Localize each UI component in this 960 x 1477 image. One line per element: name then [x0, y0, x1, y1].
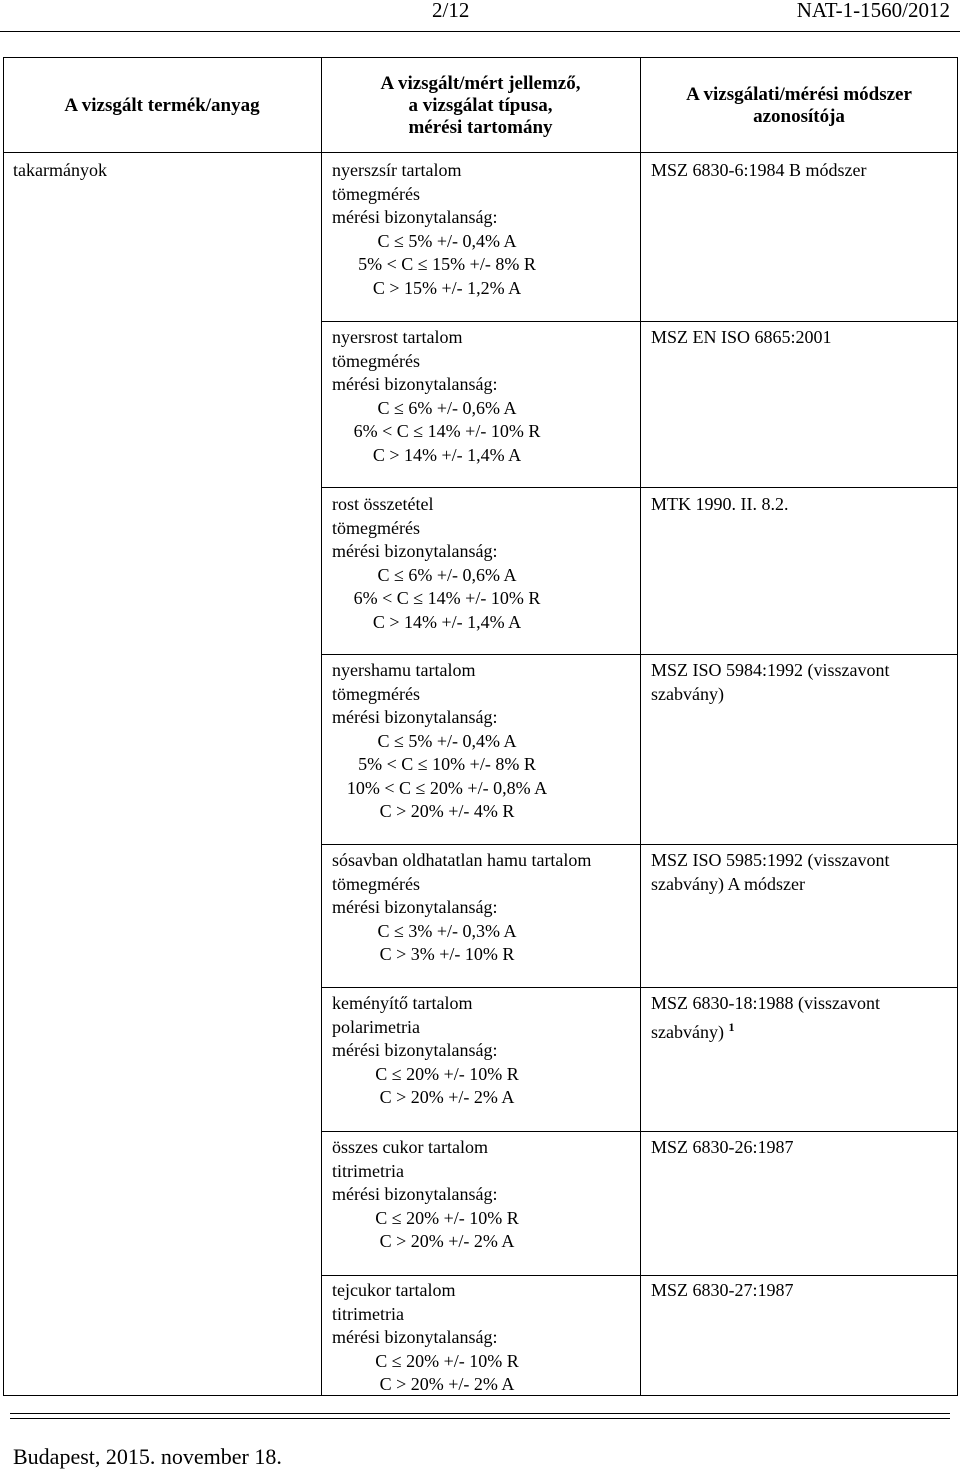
test-type: titrimetria	[332, 1303, 404, 1324]
characteristic-name: tejcukor tartalom	[332, 1280, 456, 1300]
method-cell	[651, 1136, 941, 1160]
method-cell	[651, 326, 941, 350]
uncertainty-range: C > 20% +/- 2% A	[379, 1231, 515, 1251]
table-row	[332, 849, 632, 967]
uncertainty-range: 10% < C ≤ 20% +/- 0,8% A	[346, 777, 548, 798]
method-cell	[651, 849, 941, 896]
row-divider	[321, 1275, 958, 1276]
method-cell	[651, 1279, 941, 1303]
column-divider	[640, 57, 641, 1396]
method-cell	[651, 659, 941, 706]
column-header-method: A vizsgálati/mérési módszer azonosítója	[686, 84, 912, 127]
table-row	[332, 992, 632, 1110]
table-row	[332, 1279, 632, 1397]
uncertainty-range: C ≤ 6% +/- 0,6% A	[377, 564, 517, 585]
row-divider	[321, 1131, 958, 1132]
uncertainty-label: mérési bizonytalanság:	[332, 1040, 498, 1060]
footer-rule	[10, 1418, 950, 1419]
document-id: NAT-1-1560/2012	[796, 0, 950, 22]
uncertainty-range: C ≤ 6% +/- 0,6% A	[377, 397, 517, 418]
column-divider	[321, 57, 322, 1396]
method-id: MTK 1990. II. 8.2.	[651, 494, 789, 514]
method-id: MSZ ISO 5985:1992 (visszavont szabvány) A módszer	[651, 850, 890, 894]
table-row	[332, 493, 632, 634]
uncertainty-range: 5% < C ≤ 10% +/- 8% R	[358, 754, 536, 774]
method-id: MSZ 6830-6:1984 B módszer	[651, 160, 867, 180]
footnote-marker: 1	[728, 1019, 735, 1034]
uncertainty-label: mérési bizonytalanság:	[332, 897, 498, 917]
method-cell	[651, 159, 941, 183]
uncertainty-range: 6% < C ≤ 14% +/- 10% R	[353, 588, 541, 608]
uncertainty-range: C > 3% +/- 10% R	[379, 944, 515, 964]
uncertainty-label: mérési bizonytalanság:	[332, 541, 498, 561]
table-row	[332, 326, 632, 467]
characteristic-name: sósavban oldhatatlan hamu tartalom	[332, 850, 592, 870]
characteristic-name: rost összetétel	[332, 494, 434, 514]
uncertainty-range: C > 14% +/- 1,4% A	[372, 611, 522, 632]
method-id: MSZ 6830-26:1987	[651, 1137, 794, 1157]
method-cell	[651, 992, 941, 1044]
method-id: MSZ 6830-27:1987	[651, 1280, 794, 1300]
uncertainty-range: C ≤ 5% +/- 0,4% A	[377, 230, 517, 251]
footer-rule	[10, 1413, 950, 1414]
uncertainty-label: mérési bizonytalanság:	[332, 1327, 498, 1347]
uncertainty-range: C ≤ 3% +/- 0,3% A	[377, 920, 517, 941]
uncertainty-range: C > 14% +/- 1,4% A	[372, 444, 522, 465]
header-rule	[0, 31, 960, 32]
uncertainty-range: 5% < C ≤ 15% +/- 8% R	[358, 254, 536, 274]
row-divider	[321, 321, 958, 322]
characteristic-name: nyershamu tartalom	[332, 660, 476, 680]
characteristic-name: keményítő tartalom	[332, 993, 473, 1013]
row-divider	[321, 844, 958, 845]
uncertainty-range: C > 20% +/- 2% A	[379, 1087, 515, 1107]
characteristic-name: nyersrost tartalom	[332, 327, 463, 347]
uncertainty-range: C ≤ 20% +/- 10% R	[375, 1063, 519, 1084]
page-header	[0, 0, 960, 28]
uncertainty-label: mérési bizonytalanság:	[332, 374, 498, 394]
column-header-characteristic: A vizsgált/mért jellemző, a vizsgálat típusa, mérési tartomány	[380, 73, 581, 138]
test-type: tömegmérés	[332, 517, 420, 538]
uncertainty-range: C > 20% +/- 2% A	[379, 1374, 515, 1394]
row-divider	[321, 987, 958, 988]
footer-place-date: Budapest, 2015. november 18.	[13, 1444, 282, 1469]
header-row-divider	[3, 152, 958, 153]
uncertainty-label: mérési bizonytalanság:	[332, 1184, 498, 1204]
table-row	[332, 1136, 632, 1254]
test-type: titrimetria	[332, 1160, 404, 1181]
uncertainty-range: C ≤ 20% +/- 10% R	[375, 1350, 519, 1371]
method-cell	[651, 493, 941, 517]
test-type: tömegmérés	[332, 683, 420, 704]
page-number: 2/12	[432, 0, 470, 22]
uncertainty-label: mérési bizonytalanság:	[332, 207, 498, 227]
uncertainty-range: C > 15% +/- 1,2% A	[372, 277, 522, 298]
characteristic-name: nyerszsír tartalom	[332, 160, 462, 180]
row-divider	[321, 487, 958, 488]
table-row	[332, 659, 632, 824]
method-id: MSZ ISO 5984:1992 (visszavont szabvány)	[651, 660, 890, 704]
test-type: tömegmérés	[332, 350, 420, 371]
method-id: MSZ 6830-18:1988 (visszavont szabvány)	[651, 993, 880, 1042]
column-header-product: A vizsgált termék/anyag	[64, 95, 260, 116]
uncertainty-label: mérési bizonytalanság:	[332, 707, 498, 727]
table-row	[332, 159, 632, 300]
uncertainty-range: 6% < C ≤ 14% +/- 10% R	[353, 421, 541, 441]
test-type: tömegmérés	[332, 183, 420, 204]
uncertainty-range: C > 20% +/- 4% R	[379, 801, 515, 821]
uncertainty-range: C ≤ 20% +/- 10% R	[375, 1207, 519, 1228]
product-name: takarmányok	[13, 160, 107, 180]
method-id: MSZ EN ISO 6865:2001	[651, 327, 832, 347]
characteristic-name: összes cukor tartalom	[332, 1137, 488, 1157]
uncertainty-range: C ≤ 5% +/- 0,4% A	[377, 730, 517, 751]
test-type: polarimetria	[332, 1016, 420, 1037]
test-type: tömegmérés	[332, 873, 420, 894]
row-divider	[321, 654, 958, 655]
